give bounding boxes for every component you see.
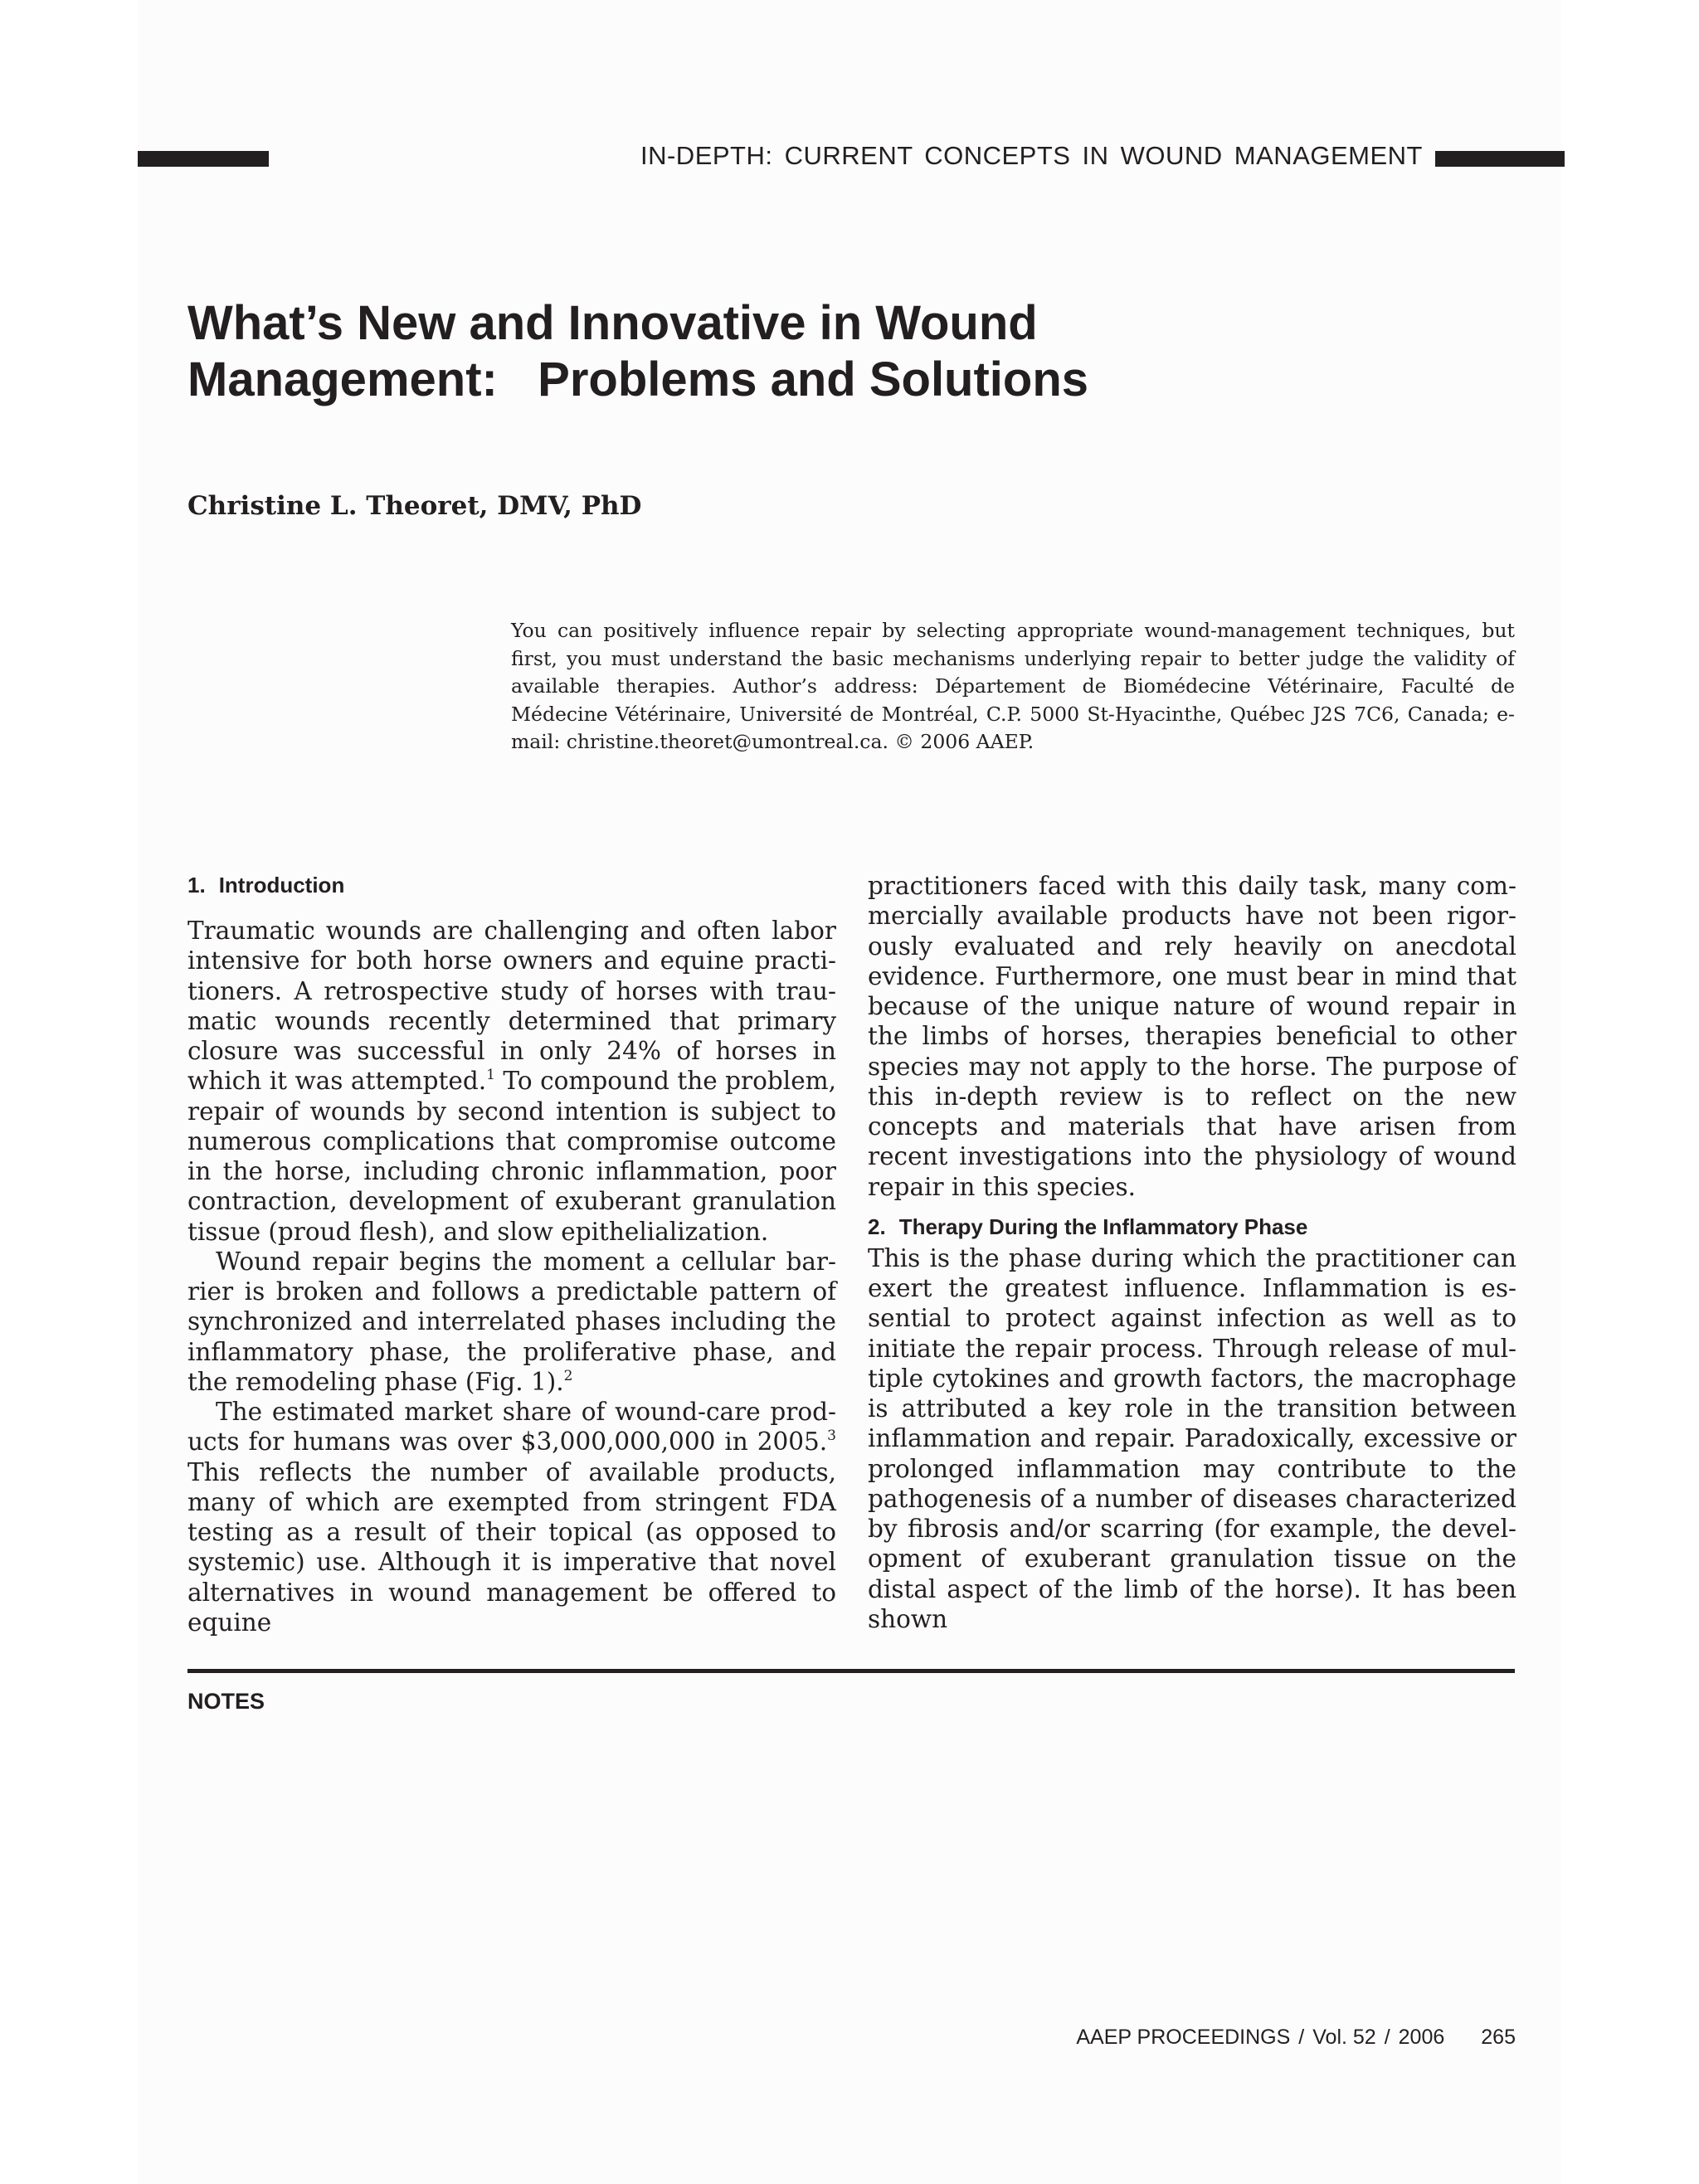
volume: Vol. 52 [1312, 2026, 1376, 2049]
footer-separator: / [1384, 2026, 1390, 2049]
article-title [187, 295, 1432, 408]
abstract: You can positively influence repair by selecting appropriate wound-management techniques, but first, you must understand the basic mechanisms underlying repair to better judge the validity of available therapies. Author’s address: Département de Biomédecine Vétérinaire, Faculté de Médecine Vétérinaire, Université de Montréal, C.P. 5000 St-Hyacinthe, Québec J2S 7C6, Canada; e-mail: christine.theoret@umontreal.ca. © 2006 AAEP. [511, 619, 1515, 754]
header-rule-left [138, 151, 269, 167]
title-line-2: Management: Problems and Solutions [187, 353, 1089, 406]
intro-paragraph-3-continued: practitioners faced with this daily task, many commercially available products have not been rigorously evaluated and rely heavily on anecdotal evidence. Furthermore, one must bear in mind that because of the unique nature of wound repair in the limbs of horses, therapies beneficial to other species may not apply to the horse. The purpose of this in-depth review is to reflect on the new concepts and materials that have arisen from recent investigations into the physiology of wound repair in this species. [868, 872, 1516, 1201]
section-number: 2. [868, 1214, 886, 1239]
section-heading-introduction [187, 871, 836, 916]
intro-paragraph-2 [187, 1247, 836, 1397]
running-head: IN-DEPTH: CURRENT CONCEPTS IN WOUND MANAGEMENT [640, 141, 1423, 170]
section-title: Therapy During the Inflammatory Phase [898, 1214, 1308, 1239]
intro-paragraph-1 [187, 916, 836, 1247]
section-heading-inflammatory-phase [868, 1202, 1516, 1243]
section-title: Introduction [218, 873, 345, 897]
notes-label: NOTES [187, 1689, 265, 1714]
page-footer [913, 2026, 1516, 2050]
reference-marker: 3 [827, 1428, 836, 1445]
paragraph-text: This reflects the number of available products, many of which are exempted from stringent FDA testing as a result of their topical (as opposed to systemic) use. Although it is imperative that novel alternatives in wound management be offered to equine [187, 1457, 836, 1637]
author-byline: Christine L. Theoret, DMV, PhD [187, 491, 642, 521]
page-number: 265 [1481, 2026, 1516, 2049]
paragraph-text: Wound repair begins the moment a cellular barrier is broken and follows a predictable pattern of synchronized and interrelated phases including the inflammatory phase, the proliferative phase, and the remodeling phase (Fig. 1). [187, 1247, 836, 1396]
year: 2006 [1398, 2026, 1445, 2049]
inflammatory-paragraph-1: This is the phase during which the practitioner can exert the greatest influence. Inflammation is essential to protect against infection as well as to initiate the repair process. Through release of multiple cytokines and growth factors, the macrophage is attributed a key role in the transition between inflammation and repair. Paradoxically, excessive or prolonged inflammation may contribute to the pathogenesis of a number of diseases characterized by fibrosis and/or scarring (for example, the development of exuberant granulation tissue on the distal aspect of the limb of the horse). It has been shown [868, 1243, 1516, 1633]
reference-marker: 2 [563, 1367, 573, 1384]
header-rule-right [1435, 151, 1565, 167]
title-line-1: What’s New and Innovative in Wound [187, 296, 1038, 350]
right-column [868, 871, 1516, 1634]
section-number: 1. [187, 873, 206, 897]
left-column [187, 871, 836, 1637]
paragraph-text: The estimated market share of wound-care products for humans was over $3,000,000,000 in 2005. [187, 1398, 836, 1457]
reference-marker: 1 [486, 1067, 495, 1084]
notes-divider [187, 1669, 1515, 1673]
paragraph-text: Traumatic wounds are challenging and often labor intensive for both horse owners and equine practitioners. A retrospective study of horses with traumatic wounds recently determined that primary closure was successful in only 24% of horses in which it was attempted. [187, 917, 836, 1096]
journal-name: AAEP PROCEEDINGS [1076, 2026, 1291, 2049]
footer-separator: / [1298, 2026, 1305, 2049]
intro-paragraph-3 [187, 1397, 836, 1637]
paragraph-text: To compound the problem, repair of wounds by second intention is subject to numerous complications that compromise outcome in the horse, including chronic inflammation, poor contraction, development of exuberant granulation tissue (proud flesh), and slow epithelialization. [187, 1067, 837, 1246]
